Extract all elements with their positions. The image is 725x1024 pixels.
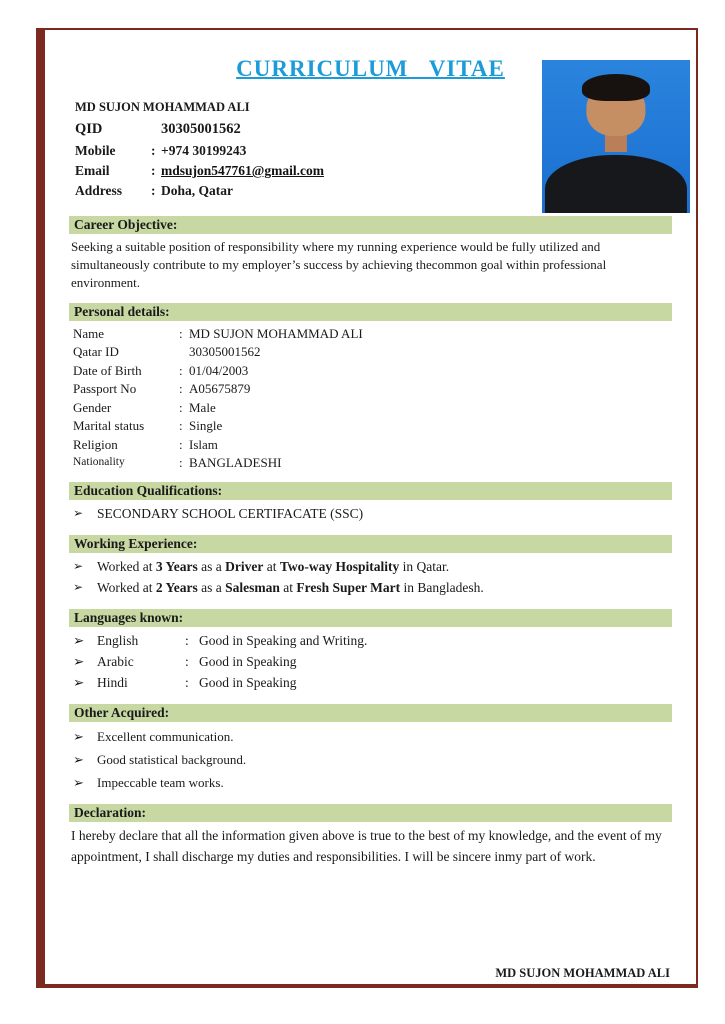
language-item-arabic bbox=[69, 652, 672, 673]
section-heading-personal-details: Personal details: bbox=[69, 303, 672, 321]
exp-text: as a bbox=[197, 559, 226, 575]
other-item-text: Impeccable team works. bbox=[97, 774, 224, 790]
page-title: CURRICULUM VITAE bbox=[236, 56, 505, 81]
other-item bbox=[69, 726, 672, 749]
experience-item-text bbox=[97, 557, 672, 578]
personal-row-dob bbox=[69, 362, 672, 380]
other-item-text: Good statistical background. bbox=[97, 751, 247, 767]
contact-block bbox=[75, 100, 515, 202]
arrow-bullet-icon: ➢ bbox=[73, 751, 84, 767]
section-heading-experience: Working Experience: bbox=[69, 535, 672, 553]
education-item-text: SECONDARY SCHOOL CERTIFACATE (SSC) bbox=[97, 506, 364, 522]
personal-label: Gender bbox=[73, 399, 112, 415]
language-item-hindi bbox=[69, 673, 672, 694]
personal-value: MD SUJON MOHAMMAD ALI bbox=[189, 325, 363, 341]
section-heading-declaration: Declaration: bbox=[69, 804, 672, 822]
contact-row-mobile bbox=[75, 141, 515, 161]
exp-text: in Qatar. bbox=[399, 559, 450, 575]
personal-value: A05675879 bbox=[189, 381, 251, 397]
arrow-bullet-icon: ➢ bbox=[73, 580, 84, 595]
address-label: Address bbox=[75, 183, 123, 199]
email-label: Email bbox=[75, 163, 110, 178]
contact-row-email bbox=[75, 161, 515, 181]
education-item bbox=[69, 504, 672, 525]
personal-row-gender bbox=[69, 399, 672, 417]
personal-sep: : bbox=[179, 418, 183, 434]
section-heading-languages: Languages known: bbox=[69, 609, 672, 627]
exp-text: Worked at bbox=[97, 580, 156, 596]
address-value: Doha, Qatar bbox=[161, 183, 233, 199]
personal-row-qatar-id bbox=[69, 343, 672, 361]
photo-shape-hair bbox=[582, 74, 650, 102]
language-value: Good in Speaking bbox=[199, 675, 297, 691]
personal-row-religion bbox=[69, 436, 672, 454]
exp-bold: Salesman bbox=[225, 580, 280, 596]
personal-value: 30305001562 bbox=[189, 344, 261, 360]
exp-text: Worked at bbox=[97, 559, 156, 575]
personal-sep: : bbox=[179, 362, 183, 378]
exp-bold: Two-way Hospitality bbox=[279, 559, 400, 575]
language-sep: : bbox=[185, 654, 189, 670]
section-heading-other-acquired: Other Acquired: bbox=[69, 704, 672, 722]
qid-value: 30305001562 bbox=[161, 121, 241, 137]
section-heading-education: Education Qualifications: bbox=[69, 482, 672, 500]
personal-value: Islam bbox=[189, 436, 218, 452]
arrow-bullet-icon: ➢ bbox=[73, 729, 84, 745]
applicant-name: MD SUJON MOHAMMAD ALI bbox=[75, 100, 250, 114]
personal-value: Male bbox=[189, 399, 216, 415]
personal-sep bbox=[179, 343, 189, 361]
exp-text: as a bbox=[197, 580, 226, 596]
qid-label: QID bbox=[75, 121, 103, 137]
exp-text: at bbox=[263, 559, 280, 575]
signature-name: MD SUJON MOHAMMAD ALI bbox=[495, 966, 670, 981]
mobile-value: +974 30199243 bbox=[161, 142, 247, 158]
personal-value: Single bbox=[189, 418, 223, 434]
experience-item-text bbox=[97, 578, 672, 599]
personal-sep: : bbox=[179, 325, 183, 341]
personal-row-nationality bbox=[69, 454, 672, 472]
exp-bold: 3 Years bbox=[155, 559, 198, 575]
email-link[interactable]: mdsujon547761@gmail.com bbox=[161, 163, 324, 178]
personal-label: Religion bbox=[73, 436, 118, 452]
language-sep: : bbox=[185, 633, 189, 649]
language-label: Hindi bbox=[97, 675, 128, 691]
other-item bbox=[69, 772, 672, 795]
language-label: Arabic bbox=[97, 654, 134, 670]
arrow-bullet-icon: ➢ bbox=[73, 633, 85, 649]
arrow-bullet-icon: ➢ bbox=[73, 675, 85, 691]
career-objective-text: Seeking a suitable position of responsibility where my running experience would be fully utilized and simultaneously contribute to my employer’s success by achieving thecommon goal within professional environment. bbox=[71, 238, 607, 291]
language-label: English bbox=[97, 633, 139, 649]
qid-sep bbox=[151, 119, 161, 141]
contact-row-address bbox=[75, 181, 515, 201]
applicant-photo bbox=[542, 60, 690, 213]
personal-label: Name bbox=[73, 325, 105, 341]
personal-sep: : bbox=[179, 436, 183, 452]
other-item bbox=[69, 749, 672, 772]
exp-bold: Driver bbox=[225, 559, 264, 575]
exp-text: in Bangladesh. bbox=[400, 580, 484, 596]
mobile-label: Mobile bbox=[75, 142, 116, 158]
experience-item bbox=[69, 578, 672, 599]
personal-label: Qatar ID bbox=[73, 344, 119, 360]
section-heading-career-objective: Career Objective: bbox=[69, 216, 672, 234]
exp-bold: 2 Years bbox=[155, 580, 198, 596]
language-value: Good in Speaking bbox=[199, 654, 297, 670]
personal-label: Marital status bbox=[73, 418, 145, 434]
contact-row-qid bbox=[75, 119, 515, 141]
arrow-bullet-icon: ➢ bbox=[73, 774, 84, 790]
email-sep: : bbox=[151, 163, 156, 178]
personal-details-list bbox=[69, 325, 672, 473]
address-sep: : bbox=[151, 183, 156, 199]
page-border-frame bbox=[36, 28, 698, 988]
exp-bold: Fresh Super Mart bbox=[296, 580, 401, 596]
page-content bbox=[45, 30, 696, 984]
personal-row-name bbox=[69, 325, 672, 343]
mobile-sep: : bbox=[151, 142, 156, 158]
exp-text: at bbox=[279, 580, 297, 596]
language-value: Good in Speaking and Writing. bbox=[199, 633, 368, 649]
personal-label: Passport No bbox=[73, 381, 137, 397]
arrow-bullet-icon: ➢ bbox=[73, 506, 84, 521]
photo-shape-torso bbox=[545, 155, 687, 213]
personal-sep: : bbox=[179, 381, 183, 397]
personal-value: 01/04/2003 bbox=[189, 362, 249, 378]
personal-label: Nationality bbox=[73, 456, 125, 469]
other-item-text: Excellent communication. bbox=[97, 729, 234, 745]
personal-value: BANGLADESHI bbox=[189, 455, 282, 471]
language-item-english bbox=[69, 631, 672, 652]
arrow-bullet-icon: ➢ bbox=[73, 559, 84, 574]
arrow-bullet-icon: ➢ bbox=[73, 654, 85, 670]
experience-item bbox=[69, 557, 672, 578]
personal-sep: : bbox=[179, 399, 183, 415]
personal-row-passport bbox=[69, 380, 672, 398]
personal-sep: : bbox=[179, 455, 183, 471]
language-sep: : bbox=[185, 675, 189, 691]
personal-label: Date of Birth bbox=[73, 362, 142, 378]
declaration-text: I hereby declare that all the information given above is true to the best of my knowledge, and the event of my appointment, I shall discharge my duties and responsibilities. I will be sincere inmy part of work. bbox=[71, 828, 662, 865]
personal-row-marital bbox=[69, 417, 672, 435]
